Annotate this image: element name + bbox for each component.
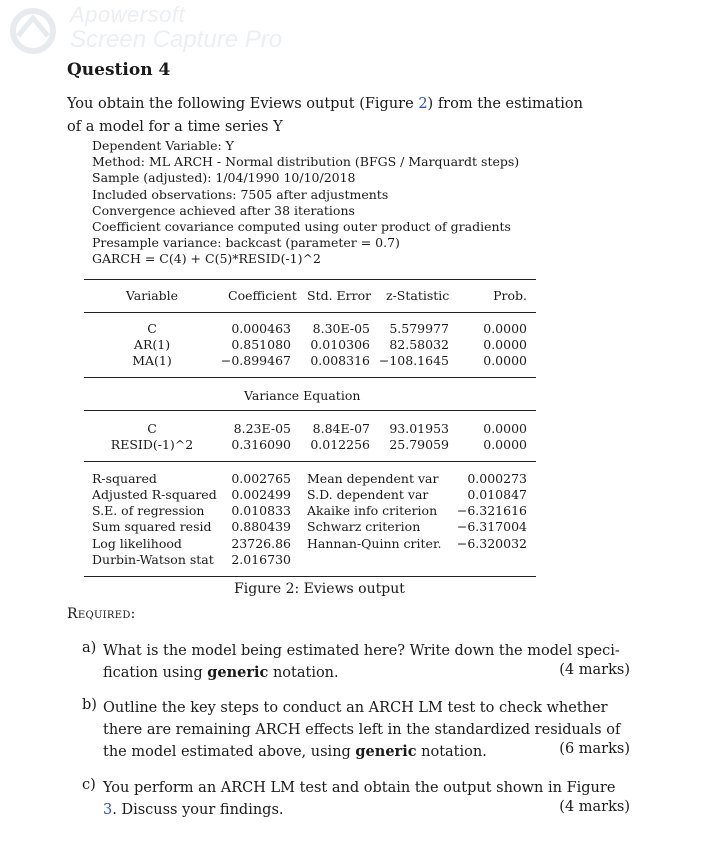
figure-3-link[interactable]: 3 [103, 802, 113, 818]
question-b-line-1: Outline the key steps to conduct an ARCH LM test to check whether [103, 700, 608, 716]
question-b-text-end: notation. [416, 744, 487, 760]
stat-label: Hannan-Quinn criter. [307, 536, 442, 551]
stat-value: 0.880439 [231, 519, 291, 534]
question-c-line-2 [103, 799, 284, 822]
stat-value: −6.321616 [456, 503, 527, 518]
question-b-marks: (6 marks) [559, 741, 630, 757]
cell-z-statistic: −108.1645 [378, 353, 449, 368]
col-header-std-error: Std. Error [307, 288, 372, 303]
stat-value: 23726.86 [231, 536, 291, 551]
header-line: Method: ML ARCH - Normal distribution (BFGS / Marquardt steps) [92, 154, 520, 170]
cell-coefficient: 0.851080 [231, 337, 291, 352]
question-a-bold: generic [207, 664, 269, 681]
cell-z-statistic: 93.01953 [389, 421, 449, 436]
col-header-variable: Variable [125, 288, 179, 303]
figure-caption: Figure 2: Eviews output [234, 581, 405, 597]
stat-label: Adjusted R-squared [92, 487, 217, 502]
question-a-text: fication using [103, 665, 208, 681]
header-line: Dependent Variable: Y [92, 138, 234, 153]
question-c-text: . Discuss your findings. [112, 802, 284, 818]
table-rule-top [84, 279, 536, 280]
cell-std-error: 0.012256 [310, 437, 370, 452]
stat-label: S.D. dependent var [307, 487, 429, 502]
question-c-label: c) [82, 777, 96, 793]
cell-prob: 0.0000 [483, 337, 527, 352]
stat-label: Mean dependent var [307, 471, 439, 486]
figure-2-link[interactable]: 2 [418, 96, 428, 112]
header-line: GARCH = C(4) + C(5)*RESID(-1)^2 [92, 251, 321, 267]
table-rule-mean-end [84, 377, 536, 378]
stat-value: 0.010833 [231, 503, 291, 518]
stat-value: 0.002765 [231, 471, 291, 486]
stat-label: Schwarz criterion [307, 519, 421, 534]
question-b-text: the model estimated above, using [103, 744, 356, 760]
apowersoft-logo-icon [8, 6, 58, 56]
question-a-label: a) [82, 640, 97, 656]
header-line: Presample variance: backcast (parameter = 0.7) [92, 235, 400, 251]
stat-value: 0.002499 [231, 487, 291, 502]
question-b-line-2: there are remaining ARCH effects left in the standardized residuals of [103, 722, 621, 738]
cell-coefficient: 8.23E-05 [233, 421, 291, 436]
col-header-z-statistic: z-Statistic [386, 288, 450, 303]
cell-std-error: 0.008316 [310, 353, 370, 368]
question-b-bold: generic [355, 743, 417, 760]
cell-z-statistic: 25.79059 [389, 437, 449, 452]
header-line: Convergence achieved after 38 iterations [92, 202, 355, 218]
cell-std-error: 8.84E-07 [312, 421, 370, 436]
question-a-line-2 [103, 662, 339, 685]
cell-z-statistic: 82.58032 [389, 337, 449, 352]
cell-z-statistic: 5.579977 [389, 321, 449, 336]
question-c-marks: (4 marks) [559, 799, 630, 815]
cell-prob: 0.0000 [483, 321, 527, 336]
stat-label: S.E. of regression [92, 503, 205, 518]
stat-value: 0.010847 [467, 487, 527, 502]
stat-label: Sum squared resid [92, 519, 212, 534]
cell-std-error: 0.010306 [310, 337, 370, 352]
question-c-line-1: You perform an ARCH LM test and obtain the output shown in Figure [103, 780, 616, 796]
intro-text-2: ) from the estimation of a model for a time series Y [67, 96, 583, 135]
stat-label: Log likelihood [92, 536, 182, 551]
header-line: Sample (adjusted): 1/04/1990 10/10/2018 [92, 170, 356, 186]
question-title: Question 4 [67, 60, 171, 80]
cell-coefficient: 0.000463 [231, 321, 291, 336]
cell-coefficient: −0.899467 [220, 353, 291, 368]
table-rule-bottom [84, 576, 536, 577]
eviews-header [92, 138, 519, 268]
cell-variable: C [147, 321, 157, 336]
stat-value: −6.320032 [456, 536, 527, 551]
cell-variable: AR(1) [133, 337, 171, 352]
required-heading: Required: [67, 606, 136, 622]
variance-equation-title: Variance Equation [244, 388, 361, 403]
question-b-label: b) [82, 697, 97, 713]
table-rule-header [84, 312, 536, 313]
stat-label: Akaike info criterion [307, 503, 438, 518]
cell-variable: C [147, 421, 157, 436]
cell-prob: 0.0000 [483, 353, 527, 368]
intro-paragraph [67, 93, 587, 138]
table-rule-variance-end [84, 461, 536, 462]
question-a-marks: (4 marks) [559, 662, 630, 678]
cell-coefficient: 0.316090 [231, 437, 291, 452]
question-a-text-end: notation. [268, 665, 339, 681]
cell-variable: MA(1) [132, 353, 172, 368]
cell-variable: RESID(-1)^2 [110, 437, 194, 452]
header-line: Included observations: 7505 after adjustments [92, 186, 389, 202]
watermark-product: Screen Capture Pro [70, 26, 283, 53]
question-b-line-3 [103, 741, 487, 764]
cell-prob: 0.0000 [483, 421, 527, 436]
header-line: Coefficient covariance computed using outer product of gradients [92, 219, 511, 235]
intro-text-1: You obtain the following Eviews output (Figure [67, 96, 419, 112]
watermark-brand: Apowersoft [70, 2, 186, 27]
stat-value: −6.317004 [456, 519, 527, 534]
col-header-prob: Prob. [493, 288, 527, 303]
col-header-coefficient: Coefficient [228, 288, 297, 303]
stat-value: 0.000273 [467, 471, 527, 486]
table-rule-variance-start [84, 410, 536, 411]
stat-label: Durbin-Watson stat [92, 552, 214, 567]
cell-prob: 0.0000 [483, 437, 527, 452]
stat-label: R-squared [92, 471, 157, 486]
stat-value: 2.016730 [231, 552, 291, 567]
question-a-line-1: What is the model being estimated here? Write down the model speci- [103, 643, 620, 659]
cell-std-error: 8.30E-05 [312, 321, 370, 336]
